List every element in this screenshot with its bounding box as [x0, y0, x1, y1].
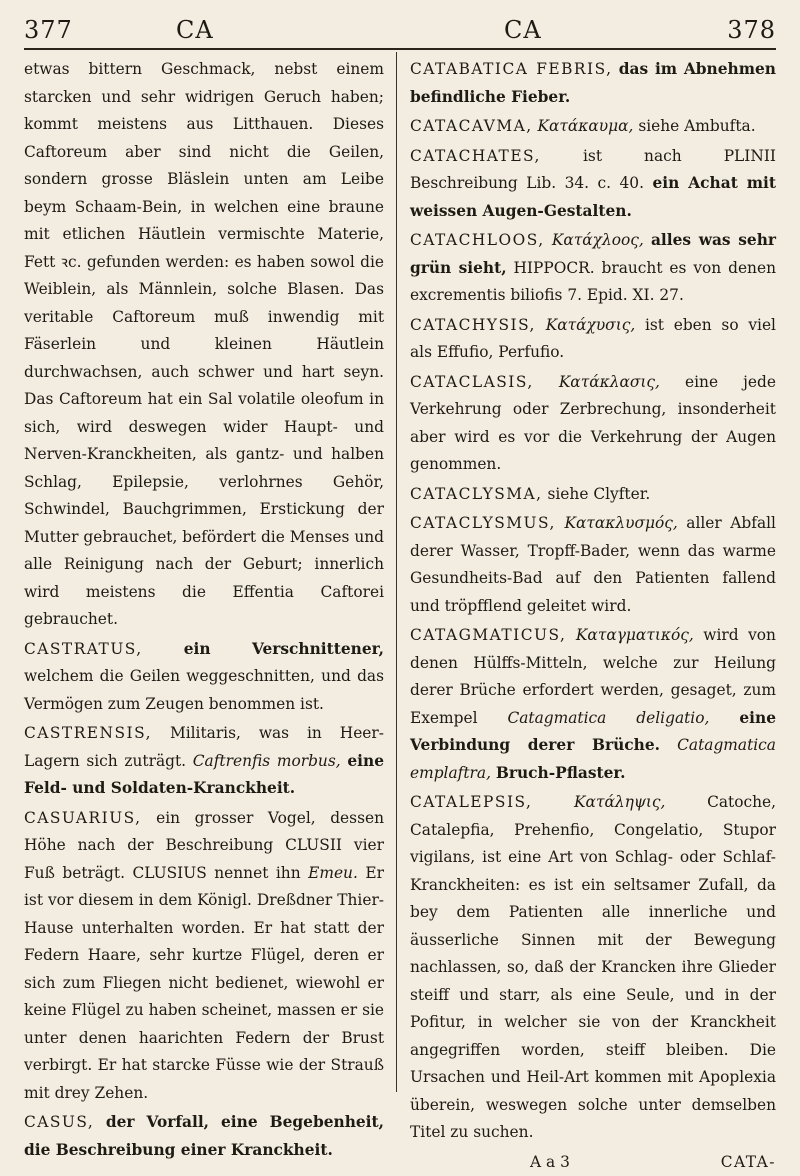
page-number-right: 378: [727, 16, 776, 44]
entry-catacauma: [410, 113, 776, 141]
definition-text: welchem die Geilen weggeschnitten, und das Vermögen zum Zeugen benommen ist.: [24, 667, 384, 713]
definition-text: aller Abfall derer Wasser, Tropff-Bader, wenn das warme Gesundheits-Bad auf den Patienten fallend und tröpfflend geleitet wird.: [410, 514, 776, 615]
right-column: [410, 56, 776, 1096]
headword: CATACLYSMA,: [410, 485, 543, 503]
running-head-right: CA: [504, 16, 542, 44]
entry-cataclysma: [410, 481, 776, 509]
headword: CASUS,: [24, 1113, 94, 1131]
greek-term: Κατακλυσμός,: [564, 514, 677, 532]
latin-term-2: Catagmatica emplaftra,: [410, 736, 776, 782]
entry-castratus: [24, 636, 384, 719]
entry-catachates: [410, 143, 776, 226]
greek-term: Κατάχλοος,: [552, 231, 644, 249]
latin-term: Catagmatica deligatio,: [507, 709, 709, 727]
headword: CATACHATES,: [410, 147, 541, 165]
page-number-left: 377: [24, 16, 73, 44]
signature-mark: A a 3: [530, 1149, 570, 1176]
headword: CASTRATUS,: [24, 640, 143, 658]
headword: CATAGMATICUS,: [410, 626, 566, 644]
entry-casus: [24, 1109, 384, 1164]
headword: CASTRENSIS,: [24, 724, 152, 742]
definition-bold: das im Abnehmen befindliche Fieber.: [410, 60, 776, 106]
definition-text: Catoche, Catalepfia, Prehenfio, Congelatio, Stupor vigilans, ist eine Art von Schlag- oder Schlaf-Kranckheiten: es ist ein seltsamer Zufall, da bey dem Patienten alle innerliche und äusserliche Sinnen mit der Bewegung nachlassen, so, daß der Krancken ihre Glieder steiff und starr, als eine Seule, und in der Pofitur, in welcher sie von der Kranckheit angegriffen worden, steiff bleiben. Die Ursachen und Heil-Art kommen mit Apoplexia überein, weswegen solche unter demselben Titel zu suchen.: [410, 793, 776, 1141]
latin-term: Caftrenfis morbus,: [193, 752, 341, 770]
page-header: [24, 8, 776, 50]
entry-castrensis: [24, 720, 384, 803]
entry-catalepsis: [410, 789, 776, 1147]
definition-text: ist nach PLINII Beschreibung Lib. 34. c. 40.: [410, 147, 776, 193]
latin-term: Emeu.: [308, 864, 358, 882]
greek-term: Κατάληψις,: [574, 793, 665, 811]
definition-text-2: Er ist vor diesem in dem Königl. Dreßdner Thier-Hause unterhalten worden. Er hat statt der Federn Haare, sehr kurtze Flügel, deren er sich zum Fliegen nicht bedienet, wiewohl er keine Flügel zu haben scheinet, massen er sie unter denen haarichten Federn der Brust verbirgt. Er hat starcke Füsse wie der Strauß mit drey Zehen.: [24, 864, 384, 1102]
greek-term: Καταγματικός,: [576, 626, 694, 644]
entry-catachysis: [410, 312, 776, 367]
headword: CATACHYSIS,: [410, 316, 536, 334]
definition-bold-2: Bruch-Pflaster.: [496, 764, 626, 782]
definition-bold: eine Verbindung derer Brüche.: [410, 709, 776, 755]
greek-term: Κατάκλασις,: [559, 373, 660, 391]
headword: CATACLYSMUS,: [410, 514, 556, 532]
definition-bold: der Vorfall, eine Begebenheit, die Beschreibung einer Kranckheit.: [24, 1113, 384, 1159]
definition-text: Militaris, was in Heer-Lagern sich zuträgt.: [24, 724, 384, 770]
definition-text: ist eben so viel als Effufio, Perfufio.: [410, 316, 776, 362]
headword: CATALEPSIS,: [410, 793, 532, 811]
entry-casuarius: [24, 805, 384, 1108]
definition-bold: eine Feld- und Soldaten-Kranckheit.: [24, 752, 384, 798]
entry-catachloos: [410, 227, 776, 310]
headword: CATACLASIS,: [410, 373, 534, 391]
page-footer: [410, 1149, 776, 1176]
greek-term: Κατάκαυμα,: [538, 117, 634, 135]
entry-catagmaticus: [410, 622, 776, 787]
definition-text: siehe Ambufta.: [638, 117, 755, 135]
definition-text: siehe Clyfter.: [547, 485, 650, 503]
headword: CASUARIUS,: [24, 809, 142, 827]
entry-castoreum-continued: etwas bittern Geschmack, nebst einem starcken und sehr widrigen Geruch haben; kommt meistens aus Litthauen. Dieses Caftoreum aber sind nicht die Geilen, sondern grosse Bläslein unten am Leibe beym Schaam-Bein, in welchen eine braune mit etlichen Häutlein vermischte Materie, Fett ꝛc. gefunden werden: es haben sowol die Weiblein, als Männlein, solche Blasen. Das veritable Caftoreum muß inwendig mit Fäserlein und kleinen Häutlein durchwachsen, auch schwer und hart seyn. Das Caftoreum hat ein Sal volatile oleofum in sich, wird deswegen wider Haupt- und Nerven-Kranckheiten, als gantz- und halben Schlag, Epilepsie, verlohrnes Gehör, Schwindel, Bauchgrimmen, Erstickung der Mutter gebrauchet, befördert die Menses und alle Reinigung nach der Geburt; innerlich wird meistens die Effentia Caftorei gebrauchet.: [24, 56, 384, 634]
entry-cataclasis: [410, 369, 776, 479]
definition-text: HIPPOCR. braucht es von denen excrementis biliofis 7. Epid. XI. 27.: [410, 259, 776, 305]
entry-cataclysmus: [410, 510, 776, 620]
headword: CATACHLOOS,: [410, 231, 545, 249]
definition-text: ein grosser Vogel, dessen Höhe nach der Beschreibung CLUSII vier Fuß beträgt. CLUSIUS nennet ihn: [24, 809, 384, 882]
left-column: [24, 56, 384, 1096]
running-head-left: CA: [176, 16, 214, 44]
definition-text: eine jede Verkehrung oder Zerbrechung, insonderheit aber wird es vor die Verkehrung der Augen genommen.: [410, 373, 776, 474]
column-divider: [396, 52, 397, 1092]
entry-catabatica: [410, 56, 776, 111]
definition-text: wird von denen Hülffs-Mitteln, welche zur Heilung derer Brüche erfordert werden, gesaget, zum Exempel: [410, 626, 776, 727]
definition-bold: alles was sehr grün sieht,: [410, 231, 776, 277]
definition-bold: ein Verschnittener,: [184, 640, 384, 658]
headword: CATACAVMA,: [410, 117, 533, 135]
greek-term: Κατάχυσις,: [546, 316, 636, 334]
definition-bold: ein Achat mit weissen Augen-Gestalten.: [410, 174, 776, 220]
headword: CATABATICA FEBRIS,: [410, 60, 612, 78]
catchword: CATA-: [721, 1149, 776, 1176]
